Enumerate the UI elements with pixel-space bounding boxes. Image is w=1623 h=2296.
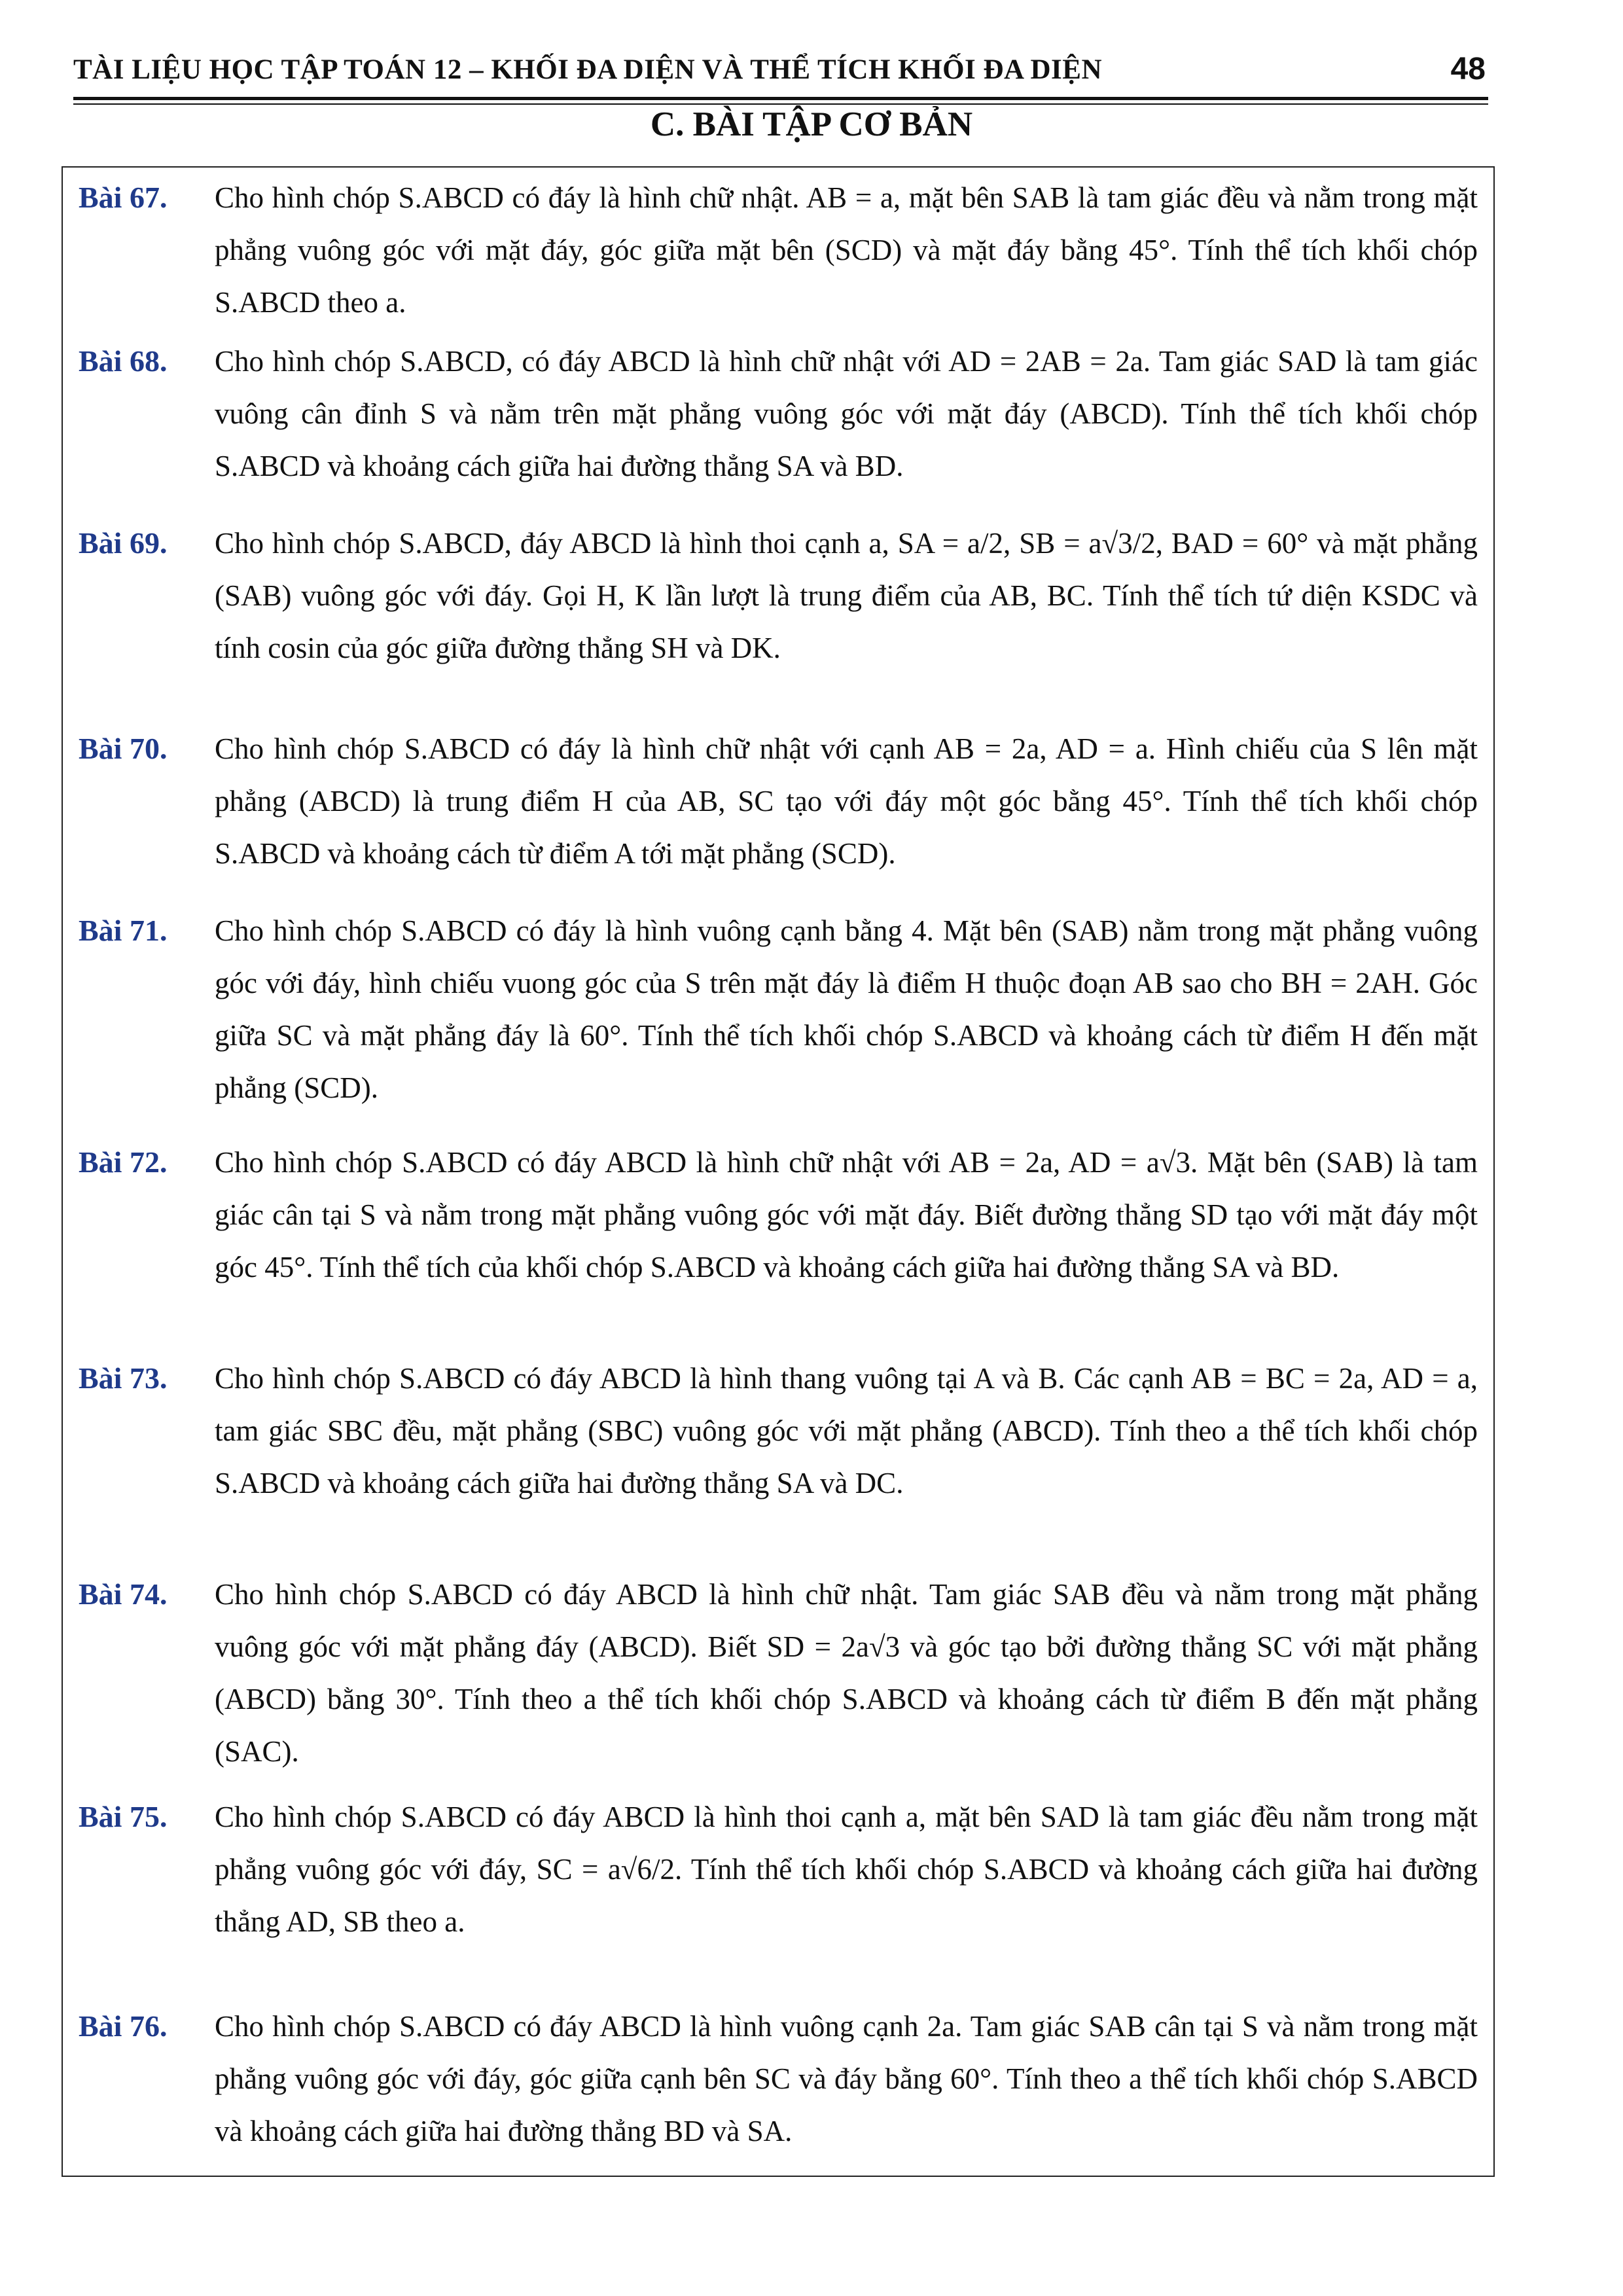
exercise-text: Cho hình chóp S.ABCD, đáy ABCD là hình thoi cạnh a, SA = a/2, SB = a√3/2, BAD = 60° và mặt phẳng (SAB) vuông góc với đáy. Gọi H, K lần lượt là trung điểm của AB, BC. Tính thể tích tứ diện KSDC và tính cosin của góc giữa đường thẳng SH và DK. bbox=[215, 527, 1478, 664]
exercise-label: Bài 74. bbox=[79, 1577, 168, 1611]
exercise-label: Bài 76. bbox=[79, 2009, 168, 2043]
exercise-text: Cho hình chóp S.ABCD có đáy ABCD là hình thoi cạnh a, mặt bên SAD là tam giác đều nằm trong mặt phẳng vuông góc với đáy, SC = a√6/2. Tính thể tích khối chóp S.ABCD và khoảng cách giữa hai đường thẳng AD, SB theo a. bbox=[215, 1801, 1478, 1938]
exercise-label: Bài 69. bbox=[79, 526, 168, 560]
header-title: TÀI LIỆU HỌC TẬP TOÁN 12 – KHỐI ĐA DIỆN VÀ THỂ TÍCH KHỐI ĐA DIỆN bbox=[73, 54, 1103, 85]
exercise-label: Bài 67. bbox=[79, 181, 168, 214]
section-title: C. BÀI TẬP CƠ BẢN bbox=[650, 105, 973, 143]
header-rule-thick bbox=[73, 97, 1488, 100]
exercise-text: Cho hình chóp S.ABCD có đáy là hình chữ nhật. AB = a, mặt bên SAB là tam giác đều và nằm trong mặt phẳng vuông góc với mặt đáy, góc giữa mặt bên (SCD) và mặt đáy bằng 45°. Tính thể tích khối chóp S.ABCD theo a. bbox=[215, 181, 1478, 319]
exercise-text: Cho hình chóp S.ABCD có đáy là hình vuông cạnh bằng 4. Mặt bên (SAB) nằm trong mặt phẳng vuông góc với đáy, hình chiếu vuong góc của S trên mặt đáy là điểm H thuộc đoạn AB sao cho BH = 2AH. Góc giữa SC và mặt phẳng đáy là 60°. Tính thể tích khối chóp S.ABCD và khoảng cách từ điểm H đến mặt phẳng (SCD). bbox=[215, 914, 1478, 1104]
exercise-text: Cho hình chóp S.ABCD có đáy ABCD là hình chữ nhật với AB = 2a, AD = a√3. Mặt bên (SAB) là tam giác cân tại S và nằm trong mặt phẳng vuông góc với mặt đáy. Biết đường thẳng SD tạo với mặt đáy một góc 45°. Tính thể tích của khối chóp S.ABCD và khoảng cách giữa hai đường thẳng SA và BD. bbox=[215, 1146, 1478, 1283]
exercise-text: Cho hình chóp S.ABCD có đáy ABCD là hình chữ nhật. Tam giác SAB đều và nằm trong mặt phẳng vuông góc với mặt phẳng đáy (ABCD). Biết SD = 2a√3 và góc tạo bởi đường thẳng SC với mặt phẳng (ABCD) bằng 30°. Tính theo a thể tích khối chóp S.ABCD và khoảng cách từ điểm B đến mặt phẳng (SAC). bbox=[215, 1578, 1478, 1768]
exercise-label: Bài 71. bbox=[79, 914, 168, 947]
exercise-box bbox=[62, 166, 1495, 2177]
exercise-text: Cho hình chóp S.ABCD có đáy là hình chữ nhật với cạnh AB = 2a, AD = a. Hình chiếu của S lên mặt phẳng (ABCD) là trung điểm H của AB, SC tạo với đáy một góc bằng 45°. Tính thể tích khối chóp S.ABCD và khoảng cách từ điểm A tới mặt phẳng (SCD). bbox=[215, 732, 1478, 870]
exercise-label: Bài 70. bbox=[79, 732, 168, 765]
page-number: 48 bbox=[1450, 52, 1486, 86]
exercise-label: Bài 73. bbox=[79, 1361, 168, 1395]
exercise-label: Bài 68. bbox=[79, 344, 168, 378]
exercise-label: Bài 72. bbox=[79, 1145, 168, 1179]
page-header bbox=[73, 50, 1488, 96]
exercise-text: Cho hình chóp S.ABCD có đáy ABCD là hình vuông cạnh 2a. Tam giác SAB cân tại S và nằm trong mặt phẳng vuông góc với đáy, góc giữa cạnh bên SC và đáy bằng 60°. Tính theo a thể tích khối chóp S.ABCD và khoảng cách giữa hai đường thẳng BD và SA. bbox=[215, 2010, 1478, 2147]
exercise-label: Bài 75. bbox=[79, 1800, 168, 1833]
exercise-text: Cho hình chóp S.ABCD, có đáy ABCD là hình chữ nhật với AD = 2AB = 2a. Tam giác SAD là tam giác vuông cân đỉnh S và nằm trên mặt phẳng vuông góc với mặt đáy (ABCD). Tính thể tích khối chóp S.ABCD và khoảng cách giữa hai đường thẳng SA và BD. bbox=[215, 345, 1478, 482]
exercise-text: Cho hình chóp S.ABCD có đáy ABCD là hình thang vuông tại A và B. Các cạnh AB = BC = 2a, AD = a, tam giác SBC đều, mặt phẳng (SBC) vuông góc với mặt phẳng (ABCD). Tính theo a thể tích khối chóp S.ABCD và khoảng cách giữa hai đường thẳng SA và DC. bbox=[215, 1362, 1478, 1499]
